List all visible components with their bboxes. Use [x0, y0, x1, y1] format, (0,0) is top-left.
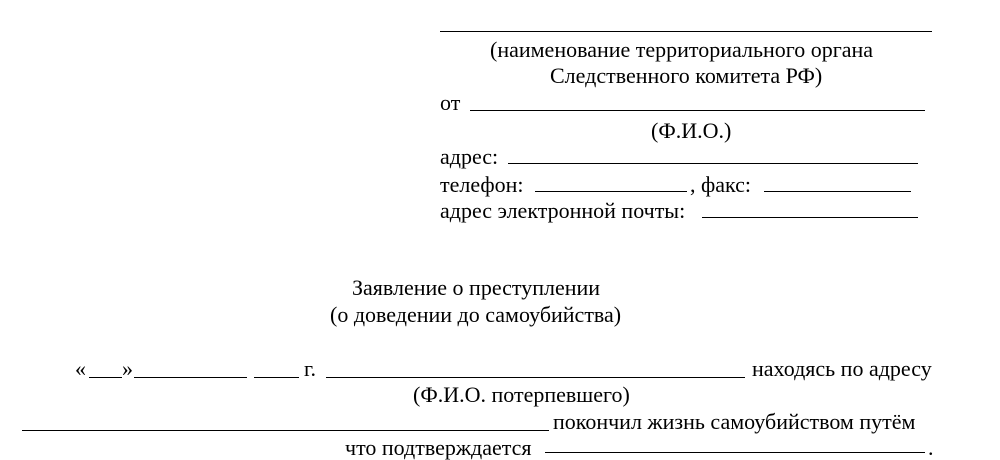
- fax-line[interactable]: [764, 191, 911, 192]
- from-name-line[interactable]: [470, 110, 925, 111]
- from-label: от: [440, 90, 461, 115]
- organ-caption-line1: (наименование территориального органа: [490, 37, 874, 62]
- period: .: [928, 435, 934, 460]
- organ-name-line[interactable]: [440, 31, 932, 32]
- victim-address-line[interactable]: [22, 430, 549, 431]
- quote-close: »: [122, 356, 133, 381]
- month-line[interactable]: [134, 377, 247, 378]
- at-address-text: находясь по адресу: [752, 356, 932, 381]
- organ-caption-line2: Следственного комитета РФ): [550, 63, 823, 88]
- victim-name-line[interactable]: [326, 377, 745, 378]
- document-title: Заявление о преступлении: [352, 275, 601, 300]
- fio-caption: (Ф.И.О.): [651, 118, 732, 143]
- day-line[interactable]: [89, 377, 122, 378]
- confirmed-text: что подтверждается: [345, 435, 532, 460]
- address-line[interactable]: [508, 163, 918, 164]
- confirmation-line[interactable]: [545, 452, 925, 453]
- email-label: адрес электронной почты:: [440, 198, 686, 223]
- fax-label: , факс:: [690, 172, 752, 197]
- phone-label: телефон:: [440, 172, 524, 197]
- address-label: адрес:: [440, 144, 499, 169]
- victim-caption: (Ф.И.О. потерпевшего): [413, 382, 630, 407]
- year-suffix: г.: [304, 356, 317, 381]
- quote-open: «: [75, 356, 86, 381]
- document-subtitle: (о доведении до самоубийства): [330, 302, 622, 327]
- year-line[interactable]: [254, 377, 299, 378]
- suicide-text: покончил жизнь самоубийством путём: [553, 409, 916, 434]
- email-line[interactable]: [702, 217, 918, 218]
- phone-line[interactable]: [535, 191, 687, 192]
